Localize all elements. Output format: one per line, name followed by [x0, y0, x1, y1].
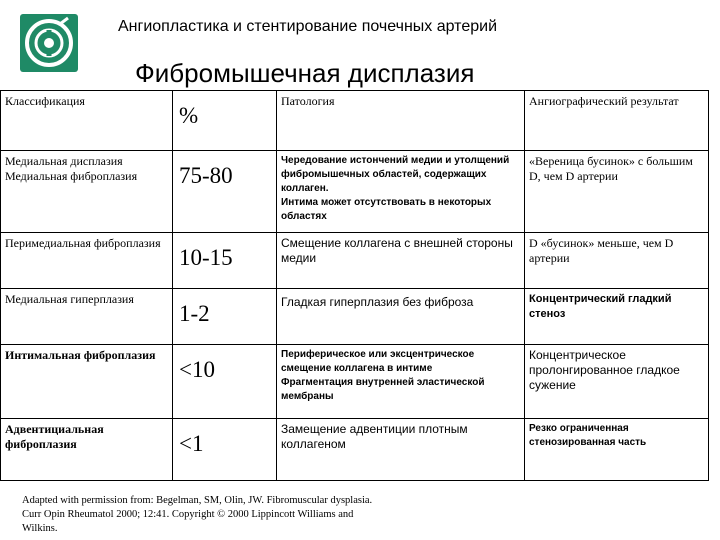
classification-cell: Медиальная гиперплазия [1, 289, 173, 345]
percent-cell: <10 [173, 345, 277, 419]
result-cell: Концентрический гладкий стеноз [525, 289, 709, 345]
result-cell: Концентрическое пролонгированное гладкое сужение [525, 345, 709, 419]
table-header-row [1, 91, 709, 151]
result-cell: Резко ограниченная стенозированная часть [525, 419, 709, 481]
pathology-cell: Гладкая гиперплазия без фиброза [277, 289, 525, 345]
dysplasia-table [0, 90, 709, 481]
page-subtitle: Ангиопластика и стентирование почечных артерий [118, 18, 497, 35]
header-pathology: Патология [277, 91, 525, 151]
pathology-cell: Смещение коллагена с внешней стороны медии [277, 233, 525, 289]
percent-cell: 75-80 [173, 151, 277, 233]
classification-cell: Интимальная фиброплазия [1, 345, 173, 419]
pathology-cell: Чередование истончений медии и утолщений фибромышечных областей, содержащих коллаген. Интима может отсутствовать в некоторых областях [277, 151, 525, 233]
citation: Adapted with permission from: Begelman, SM, Olin, JW. Fibromuscular dysplasia. Curr Opin Rheumatol 2000; 12:41. Copyright © 2000 Lippincott Williams and Wilkins. [22, 495, 373, 534]
percent-cell: 10-15 [173, 233, 277, 289]
table-row [1, 289, 709, 345]
result-cell: «Вереница бусинок» с большим D, чем D артерии [525, 151, 709, 233]
page-title: Фибромышечная дисплазия [135, 58, 475, 88]
header-classification: Классификация [1, 91, 173, 151]
classification-cell: Адвентициальная фиброплазия [1, 419, 173, 481]
percent-cell: 1-2 [173, 289, 277, 345]
classification-cell: Медиальная дисплазия Медиальная фиброплазия [1, 151, 173, 233]
table-row [1, 419, 709, 481]
header-result: Ангиографический результат [525, 91, 709, 151]
pathology-cell: Замещение адвентиции плотным коллагеном [277, 419, 525, 481]
header-percent: % [173, 91, 277, 151]
clinic-logo-icon [20, 14, 78, 72]
table-row [1, 233, 709, 289]
table-row [1, 345, 709, 419]
result-cell: D «бусинок» меньше, чем D артерии [525, 233, 709, 289]
pathology-cell: Периферическое или эксцентрическое смещение коллагена в интиме Фрагментация внутренней эластической мембраны [277, 345, 525, 419]
percent-cell: <1 [173, 419, 277, 481]
classification-cell: Перимедиальная фиброплазия [1, 233, 173, 289]
table-row [1, 151, 709, 233]
